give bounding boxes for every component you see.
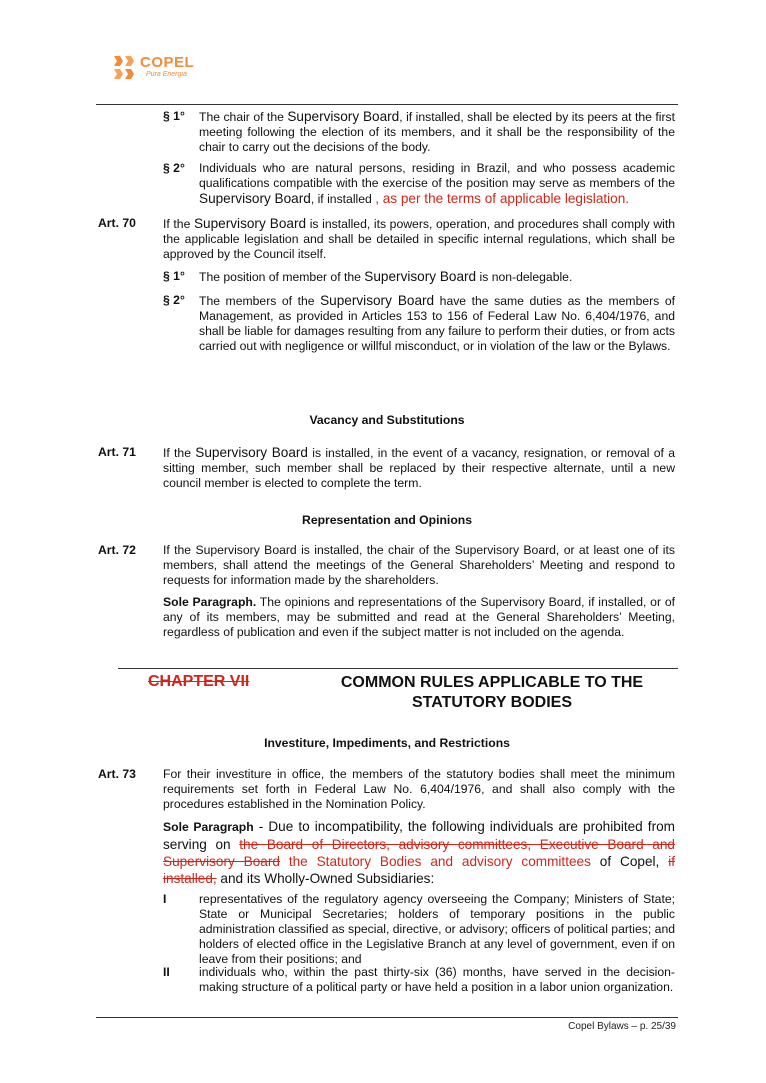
item-1-text: representatives of the regulatory agency overseeing the Company; Ministers of State; State or Municipal Secretaries; holders of temporary positions in the public administration classified as special, directive, or advisory; officers of political parties; and holders of elected office in the Legislative Branch at any level of government, even if on leave from their positions; and [199, 892, 675, 966]
p2-label: § 2° [163, 161, 185, 175]
item-2-label: II [163, 965, 170, 979]
logo-tagline: Pura Energia [146, 71, 187, 78]
art72-text: If the Supervisory Board is installed, the chair of the Supervisory Board, or at least one of its members, shall attend the meetings of the General Shareholders’ Meeting and respond to requests for information made by the shareholders. [163, 543, 675, 587]
footer-divider [96, 1017, 678, 1018]
art71-text: If the Supervisory Board is installed, in the event of a vacancy, resignation, or removal of a sitting member, such member shall be replaced by their respective alternate, until a new council member is elected to complete the term. [163, 445, 675, 490]
art71-label: Art. 71 [98, 445, 136, 459]
heading-vacancy: Vacancy and Substitutions [309, 413, 465, 427]
art70-text: If the Supervisory Board is installed, its powers, operation, and procedures shall comply with the applicable legislation and shall be detailed in specific internal regulations, which shall be approved by the Council itself. [163, 216, 675, 261]
art70-p2-text: The members of the Supervisory Board have the same duties as the members of Management, as provided in Articles 153 to 156 of Federal Law No. 6,404/1976, and shall be liable for damages resulting from any failure to perform their duties, or from acts carried out with negligence or willful misconduct, or in violation of the law or the Bylaws. [199, 293, 675, 353]
art72-label: Art. 72 [98, 543, 136, 557]
item-1-label: I [163, 892, 167, 906]
chapter-divider [118, 668, 678, 669]
art73-text: For their investiture in office, the members of the statutory bodies shall meet the minimum requirements set forth in Federal Law No. 6,404/1976, and shall also comply with the procedures established in the Nomination Policy. [163, 767, 675, 811]
heading-investiture: Investiture, Impediments, and Restrictions [264, 736, 510, 750]
item-2-text: individuals who, within the past thirty-six (36) months, have served in the decision-making structure of a political party or have held a position in a labor union organization. [199, 965, 675, 994]
p1-text: The chair of the Supervisory Board, if installed, shall be elected by its peers at the first meeting following the election of its members, and it shall be the responsibility of the chair to carry out the decisions of the body. [199, 109, 675, 154]
page-footer: Copel Bylaws – p. 25/39 [568, 1021, 676, 1032]
logo-name: COPEL [140, 54, 195, 71]
heading-representation: Representation and Opinions [302, 513, 472, 527]
art72-sole-paragraph: Sole Paragraph. The opinions and representations of the Supervisory Board, if installed, or of any of its members, may be submitted and read at the General Shareholders’ Meeting, regardless of publication and even if the subject matter is not included on the agenda. [163, 595, 675, 639]
art70-p2-label: § 2° [163, 293, 185, 307]
art73-label: Art. 73 [98, 767, 136, 781]
art70-p1-text: The position of member of the Supervisory Board is non-delegable. [199, 269, 573, 284]
p2-text: Individuals who are natural persons, residing in Brazil, and who possess academic qualifications compatible with the exercise of the position may serve as members of the Supervisory Board, if installed , as per the terms of applicable legislation. [199, 161, 675, 206]
copel-logo-icon [112, 55, 136, 81]
chapter-title: COMMON RULES APPLICABLE TO THE STATUTORY BODIES [340, 674, 644, 711]
art73-sole-paragraph: Sole Paragraph - Due to incompatibility, the following individuals are prohibited from serving on the Board of Directors, advisory committees, Executive Board and Supervisory Board the Statutory Bodies and advisory committees of Copel, if installed, and its Wholly-Owned Subsidiaries: [163, 819, 675, 886]
header-divider [96, 104, 678, 105]
art70-p1-label: § 1° [163, 269, 185, 283]
art70-label: Art. 70 [98, 216, 136, 230]
p1-label: § 1° [163, 109, 185, 123]
chapter-number: CHAPTER VII [148, 673, 250, 690]
copel-logo [112, 55, 194, 85]
